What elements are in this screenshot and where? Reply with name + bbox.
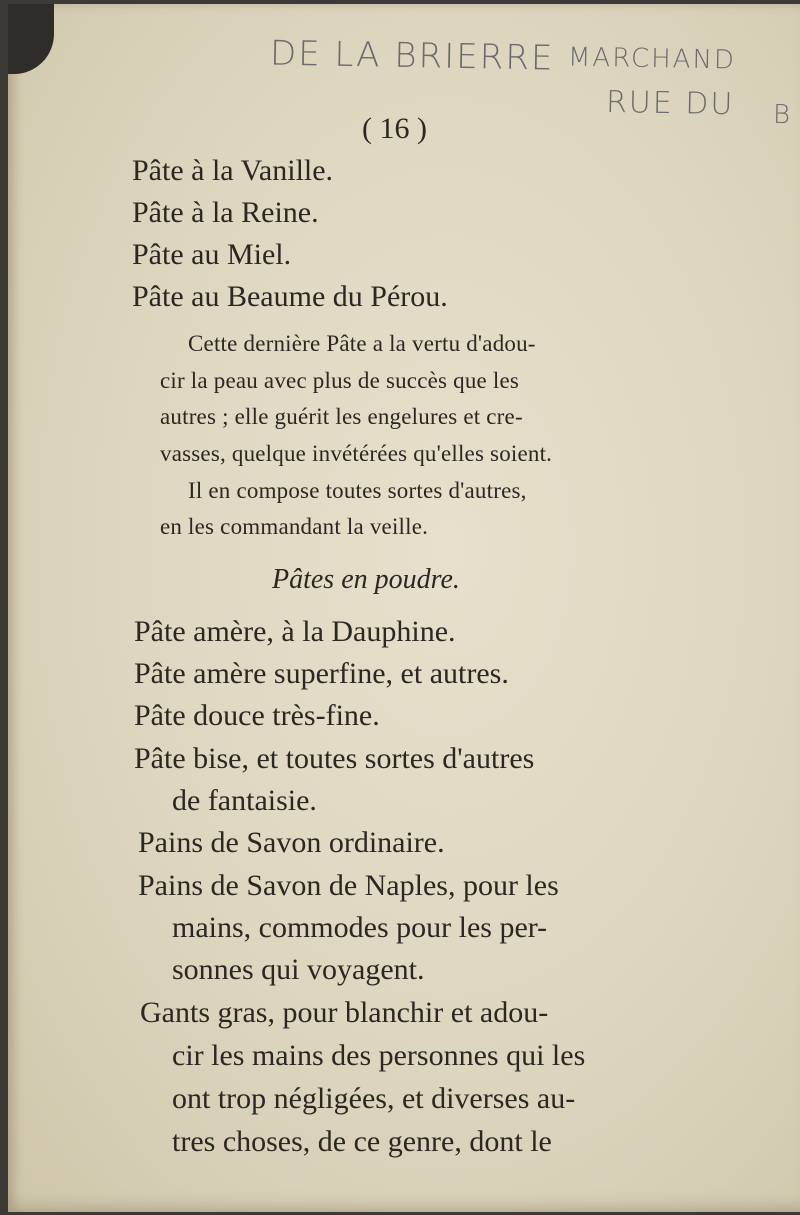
note-line: Cette dernière Pâte a la vertu d'adou-: [188, 331, 536, 356]
list-item-continuation: mains, commodes pour les per-: [172, 911, 548, 944]
note-line: autres ; elle guérit les engelures et cre-: [160, 404, 523, 429]
note-line: Il en compose toutes sortes d'autres,: [188, 478, 527, 503]
list-item-continuation: sonnes qui voyagent.: [172, 953, 425, 986]
list-item: Pâte amère superfine, et autres.: [134, 657, 509, 690]
list-item-continuation: ont trop négligées, et diverses au-: [172, 1082, 576, 1115]
list-item-continuation: de fantaisie.: [172, 784, 317, 817]
note-line: en les commandant la veille.: [160, 514, 429, 539]
page-corner-shadow: [8, 4, 54, 74]
list-item: Pâte bise, et toutes sortes d'autres: [134, 742, 535, 775]
list-item: Pains de Savon de Naples, pour les: [138, 869, 559, 902]
list-item: Pâte à la Vanille.: [132, 154, 334, 187]
list-item-continuation: tres choses, de ce genre, dont le: [172, 1125, 552, 1158]
handwritten-annotation: B: [772, 99, 793, 131]
list-item: Pains de Savon ordinaire.: [138, 826, 445, 859]
handwritten-annotation: MARCHAND: [567, 42, 737, 76]
list-item: Gants gras, pour blanchir et adou-: [140, 996, 549, 1029]
handwritten-annotation: DE LA BRIERRE: [269, 33, 555, 79]
list-item: Pâte au Beaume du Pérou.: [132, 280, 448, 313]
list-item: Pâte amère, à la Dauphine.: [134, 615, 456, 648]
list-item: Pâte douce très-fine.: [134, 699, 380, 732]
handwritten-annotation: RUE DU: [605, 84, 735, 123]
list-item-continuation: cir les mains des personnes qui les: [172, 1039, 586, 1072]
list-item: Pâte au Miel.: [132, 238, 292, 271]
section-heading: Pâtes en poudre.: [272, 564, 460, 595]
list-item: Pâte à la Reine.: [132, 196, 319, 229]
note-line: cir la peau avec plus de succès que les: [160, 368, 520, 393]
book-page: [8, 4, 800, 1212]
note-line: vasses, quelque invétérées qu'elles soient.: [160, 441, 553, 466]
page-number: ( 16 ): [362, 112, 427, 145]
